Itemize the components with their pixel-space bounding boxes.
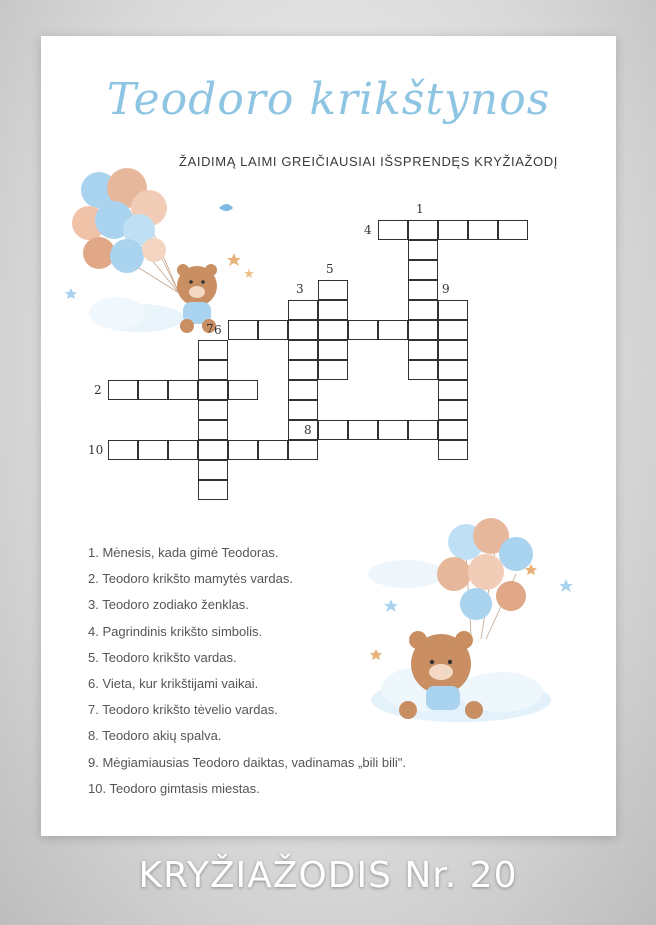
crossword-cell[interactable] <box>288 320 318 340</box>
clue-number-label: 2 <box>94 383 102 397</box>
clue-number-label: 9 <box>442 282 450 296</box>
crossword-cell[interactable] <box>108 440 138 460</box>
crossword-cell[interactable] <box>438 360 468 380</box>
clue-item: 4. Pagrindinis krikšto simbolis. <box>88 623 263 639</box>
crossword-cell[interactable] <box>108 380 138 400</box>
crossword-cell[interactable] <box>348 320 378 340</box>
clue-item: 2. Teodoro krikšto mamytės vardas. <box>88 571 293 587</box>
crossword-cell[interactable] <box>318 420 348 440</box>
crossword-cell[interactable] <box>288 380 318 400</box>
clue-item: 1. Mėnesis, kada gimė Teodoras. <box>88 545 279 560</box>
crossword-cell[interactable] <box>228 380 258 400</box>
clue-number-label: 10 <box>88 443 104 457</box>
clue-number-label: 8 <box>304 423 312 437</box>
clue-number-label: 5 <box>326 262 334 276</box>
clue-item: 3. Teodoro zodiako ženklas. <box>88 597 249 613</box>
crossword-cell[interactable] <box>138 380 168 400</box>
crossword-cell[interactable] <box>198 380 228 400</box>
clue-item: 7. Teodoro krikšto tėvelio vardas. <box>88 702 278 718</box>
crossword-cell[interactable] <box>198 460 228 480</box>
crossword-cell[interactable] <box>408 420 438 440</box>
crossword-cell[interactable] <box>438 400 468 420</box>
crossword-cell[interactable] <box>378 420 408 440</box>
crossword-cell[interactable] <box>498 220 528 240</box>
crossword-cell[interactable] <box>258 440 288 460</box>
crossword-cell[interactable] <box>198 360 228 380</box>
crossword-cell[interactable] <box>408 220 438 240</box>
crossword-cell[interactable] <box>348 420 378 440</box>
crossword-cell[interactable] <box>198 440 228 460</box>
crossword-cell[interactable] <box>198 400 228 420</box>
crossword-number-label: KRYŽIAŽODIS Nr. 20 <box>138 855 518 896</box>
crossword-cell[interactable] <box>408 300 438 320</box>
crossword-cell[interactable] <box>168 440 198 460</box>
crossword-cell[interactable] <box>288 360 318 380</box>
clue-number-label: 3 <box>296 282 304 296</box>
crossword-cell[interactable] <box>198 480 228 500</box>
crossword-cell[interactable] <box>408 260 438 280</box>
clue-item: 10. Teodoro gimtasis miestas. <box>88 780 260 796</box>
crossword-cell[interactable] <box>318 280 348 300</box>
crossword-cell[interactable] <box>228 440 258 460</box>
crossword-cell[interactable] <box>378 320 408 340</box>
crossword-cell[interactable] <box>228 320 258 340</box>
crossword-cell[interactable] <box>438 440 468 460</box>
clue-item: 8. Teodoro akių spalva. <box>88 728 222 744</box>
crossword-cell[interactable] <box>288 300 318 320</box>
crossword-cell[interactable] <box>438 300 468 320</box>
crossword-cell[interactable] <box>408 340 438 360</box>
clue-item: 6. Vieta, kur krikštijami vaikai. <box>88 676 259 692</box>
clue-number-label: 6 <box>214 323 222 337</box>
crossword-cell[interactable] <box>168 380 198 400</box>
crossword-cell[interactable] <box>438 220 468 240</box>
crossword-cell[interactable] <box>408 320 438 340</box>
crossword-cell[interactable] <box>258 320 288 340</box>
clue-item: 5. Teodoro krikšto vardas. <box>88 649 237 665</box>
crossword-cell[interactable] <box>438 340 468 360</box>
bear-cloud-illustration-bottom <box>346 514 576 726</box>
crossword-cell[interactable] <box>288 340 318 360</box>
crossword-cell[interactable] <box>408 280 438 300</box>
crossword-cell[interactable] <box>318 320 348 340</box>
bear-balloons-illustration-top <box>59 168 259 338</box>
crossword-cell[interactable] <box>138 440 168 460</box>
crossword-cell[interactable] <box>318 300 348 320</box>
page-subtitle: ŽAIDIMĄ LAIMI GREIČIAUSIAI IŠSPRENDĘS KRYŽIAŽODĮ <box>179 154 558 169</box>
crossword-cell[interactable] <box>438 420 468 440</box>
crossword-cell[interactable] <box>378 220 408 240</box>
crossword-cell[interactable] <box>468 220 498 240</box>
crossword-cell[interactable] <box>408 360 438 380</box>
clue-number-label: 7 <box>206 322 214 336</box>
clue-number-label: 1 <box>416 202 424 216</box>
crossword-cell[interactable] <box>288 440 318 460</box>
crossword-cell[interactable] <box>198 340 228 360</box>
crossword-cell[interactable] <box>318 340 348 360</box>
clue-item: 9. Mėgiamiausias Teodoro daiktas, vadinamas „bili bili". <box>88 754 406 770</box>
crossword-sheet <box>41 36 616 836</box>
crossword-cell[interactable] <box>318 360 348 380</box>
crossword-cell[interactable] <box>438 380 468 400</box>
clue-number-label: 4 <box>364 223 372 237</box>
crossword-cell[interactable] <box>288 420 318 440</box>
crossword-cell[interactable] <box>408 240 438 260</box>
crossword-cell[interactable] <box>438 320 468 340</box>
crossword-cell[interactable] <box>198 420 228 440</box>
crossword-cell[interactable] <box>288 400 318 420</box>
page-title: Teodoro krikštynos <box>106 74 551 125</box>
